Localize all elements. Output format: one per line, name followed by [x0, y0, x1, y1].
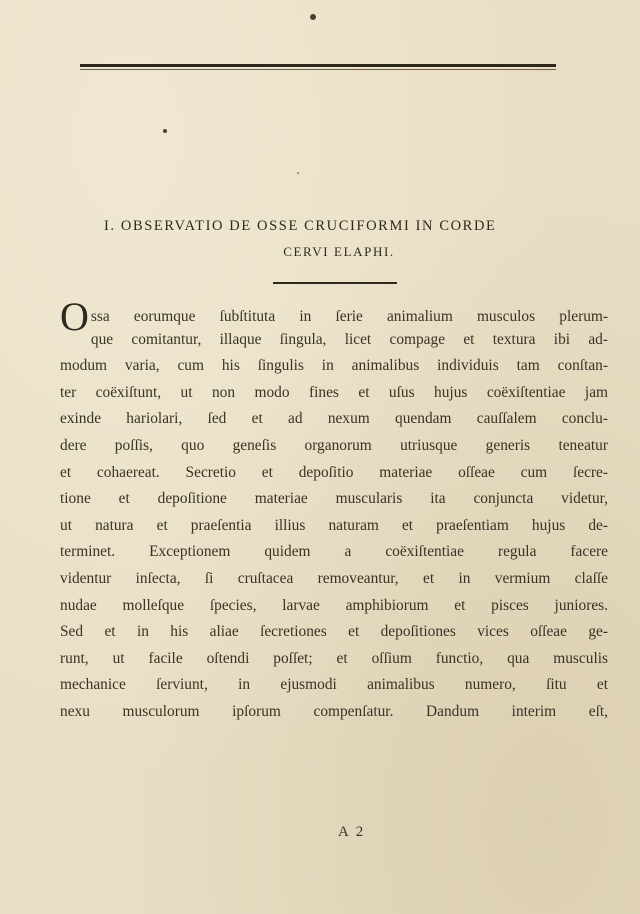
heading-rule [273, 282, 397, 284]
ink-speck [163, 129, 167, 133]
text-line: Sed et in his aliae ſecretiones et depoſitiones vices oſſeae ge- [60, 623, 608, 641]
text-line: modum varia, cum his ſingulis in animalibus individuis tam conſtan- [60, 357, 608, 375]
text-line: et cohaereat. Secretio et depoſitio materiae oſſeae cum ſecre- [60, 463, 608, 481]
ink-speck [310, 14, 316, 20]
body-paragraph [60, 294, 608, 726]
signature-mark: A 2 [338, 824, 366, 840]
section-heading-continued: CERVI ELAPHI. [283, 244, 395, 259]
drop-cap: O [60, 294, 89, 339]
text-line: exinde hariolari, ſed et ad nexum quendam cauſſalem conclu- [60, 410, 608, 428]
section-heading: I. OBSERVATIO DE OSSE CRUCIFORMI IN CORDE [104, 218, 497, 234]
text-line: que comitantur, illaque ſingula, licet compage et textura ibi ad- [90, 330, 608, 348]
text-line: tione et depoſitione materiae muscularis ita conjuncta videtur, [60, 490, 608, 508]
top-rule-thin [80, 69, 556, 70]
top-rule [80, 64, 556, 67]
text-line: ssa eorumque ſubſtituta in ſerie animalium musculos plerum- [90, 308, 608, 325]
text-line: ter coëxiſtunt, ut non modo fines et uſus hujus coëxiſtentiae jam [60, 383, 608, 401]
text-line: dere poſſis, quo geneſis organorum utriusque generis teneatur [60, 436, 608, 454]
text-line: videntur inſecta, ſi cruſtacea removeantur, et in vermium claſſe [60, 569, 608, 587]
ink-speck [297, 172, 299, 174]
text-line: terminet. Exceptionem quidem a coëxiſtentiae regula facere [60, 543, 608, 561]
text-line: runt, ut facile oſtendi poſſet; et oſſium functio, qua musculis [60, 649, 608, 667]
text-line: mechanice ſerviunt, in ejusmodi animalibus numero, ſitu et [60, 676, 608, 694]
text-line: nexu musculorum ipſorum compenſatur. Dandum interim eſt, [60, 702, 608, 720]
text-line: nudae molleſque ſpecies, larvae amphibiorum et pisces juniores. [60, 596, 608, 614]
text-line: ut natura et praeſentia illius naturam et praeſentiam hujus de- [60, 516, 608, 534]
